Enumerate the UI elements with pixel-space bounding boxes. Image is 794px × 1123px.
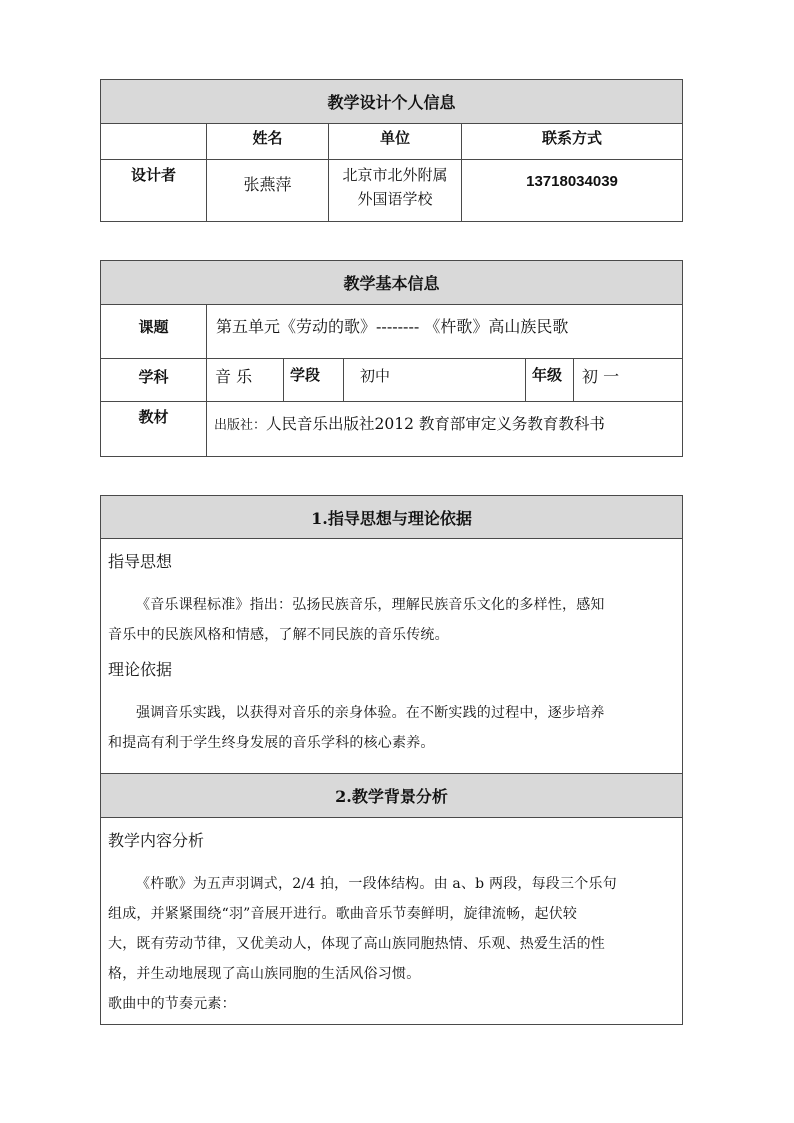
content-analysis-heading: 教学内容分析 bbox=[108, 831, 205, 850]
grade-value: 初 一 bbox=[574, 359, 683, 402]
content-analysis-line-2: 组成，并紧紧围绕“羽”音展开进行。歌曲音乐节奏鲜明，旋律流畅，起伏较 bbox=[108, 906, 578, 922]
personal-info-table bbox=[100, 79, 683, 222]
section1-body bbox=[101, 539, 683, 774]
name-column-header: 姓名 bbox=[207, 124, 329, 160]
rhythm-elements-line: 歌曲中的节奏元素： bbox=[108, 996, 236, 1012]
designer-name: 张燕萍 bbox=[207, 160, 329, 222]
designer-label: 设计者 bbox=[101, 160, 207, 222]
theory-basis-line-2: 和提高有利于学生终身发展的音乐学科的核心素养。 bbox=[108, 735, 435, 751]
guiding-thought-line-1: 《音乐课程标准》指出：弘扬民族音乐，理解民族音乐文化的多样性，感知 bbox=[136, 597, 605, 613]
topic-label: 课题 bbox=[101, 305, 207, 359]
personal-info-title: 教学设计个人信息 bbox=[101, 80, 683, 124]
stage-value: 初中 bbox=[344, 359, 526, 402]
basic-info-title: 教学基本信息 bbox=[101, 261, 683, 305]
section2-title: 2.教学背景分析 bbox=[101, 774, 683, 818]
topic-value: 第五单元《劳动的歌》-------- 《杵歌》高山族民歌 bbox=[207, 305, 683, 359]
content-analysis-line-4: 格，并生动地展现了高山族同胞的生活风俗习惯。 bbox=[108, 966, 421, 982]
content-analysis-line-3: 大，既有劳动节律，又优美动人，体现了高山族同胞热情、乐观、热爱生活的性 bbox=[108, 936, 605, 952]
unit-column-header: 单位 bbox=[329, 124, 462, 160]
grade-label: 年级 bbox=[526, 359, 574, 402]
contact-column-header: 联系方式 bbox=[462, 124, 683, 160]
subject-label: 学科 bbox=[101, 359, 207, 402]
designer-unit bbox=[329, 160, 462, 222]
guiding-thought-heading: 指导思想 bbox=[108, 552, 173, 571]
section1-title: 1.指导思想与理论依据 bbox=[101, 496, 683, 539]
unit-line-2: 外国语学校 bbox=[357, 190, 433, 208]
guiding-thought-line-2: 音乐中的民族风格和情感，了解不同民族的音乐传统。 bbox=[108, 627, 449, 643]
designer-phone: 13718034039 bbox=[462, 160, 683, 222]
empty-header-cell bbox=[101, 124, 207, 160]
section2-body bbox=[101, 818, 683, 1025]
subject-value: 音 乐 bbox=[207, 359, 284, 402]
textbook-cell bbox=[207, 402, 683, 457]
theory-basis-line-1: 强调音乐实践，以获得对音乐的亲身体验。在不断实践的过程中，逐步培养 bbox=[136, 705, 605, 721]
basic-info-table bbox=[100, 260, 683, 457]
theory-basis-heading: 理论依据 bbox=[108, 660, 173, 679]
unit-line-1: 北京市北外附属 bbox=[342, 166, 448, 184]
content-analysis-line-1: 《杵歌》为五声羽调式，2/4 拍，一段体结构。由 a、b 两段，每段三个乐句 bbox=[136, 876, 617, 892]
textbook-value: 人民音乐出版社2012 教育部审定义务教育教科书 bbox=[266, 415, 605, 433]
textbook-label: 教材 bbox=[101, 402, 207, 457]
teaching-sections-table bbox=[100, 495, 683, 1025]
stage-label: 学段 bbox=[284, 359, 344, 402]
textbook-prefix: 出版社： bbox=[214, 418, 267, 433]
